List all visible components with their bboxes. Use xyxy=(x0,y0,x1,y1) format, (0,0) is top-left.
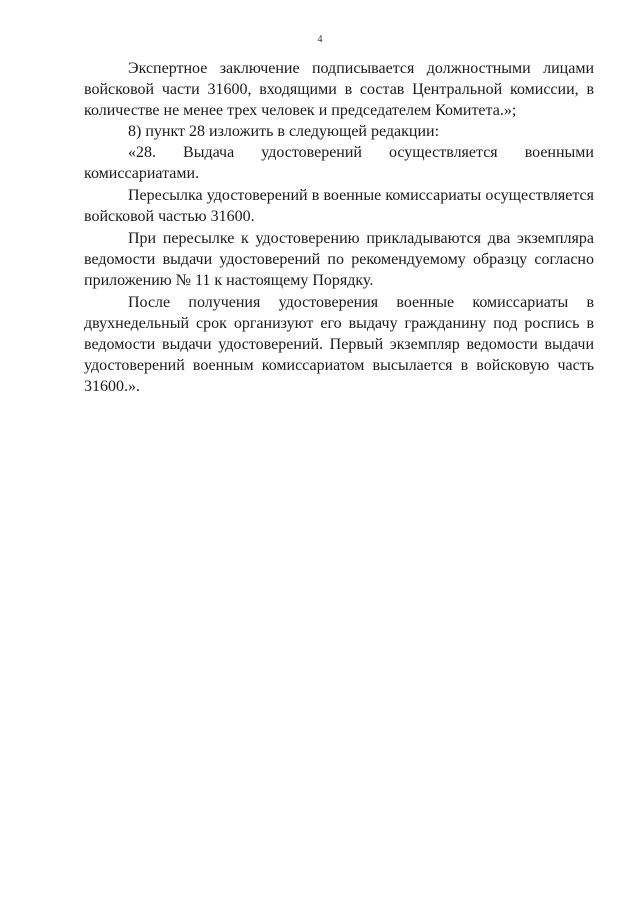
paragraph-item-28-issuance: «28. Выдача удостоверений осуществляется военными комиссариатами. xyxy=(84,144,594,182)
page-number: 4 xyxy=(317,34,323,45)
paragraph-attachment: При пересылке к удостоверению прикладываются два экземпляра ведомости выдачи удостоверений по рекомендуемому образцу согласно приложению № 11 к настоящему Порядку. xyxy=(84,230,594,289)
document-body xyxy=(84,58,594,397)
paragraph-forwarding: Пересылка удостоверений в военные комиссариаты осуществляется войсковой частью 31600. xyxy=(84,187,594,225)
paragraph-item-8: 8) пункт 28 изложить в следующей редакции: xyxy=(128,123,440,140)
paragraph-after-receipt: После получения удостоверения военные комиссариаты в двухнедельный срок организуют его выдачу гражданину под роспись в ведомости выдачи удостоверений. Первый экземпляр ведомости выдачи удостоверений военным комиссариатом высылается в войсковую часть 31600.». xyxy=(84,294,594,395)
paragraph-expert-conclusion: Экспертное заключение подписывается должностными лицами войсковой части 31600, входящими в состав Центральной комиссии, в количестве не менее трех человек и председателем Комитета.»; xyxy=(84,60,594,119)
